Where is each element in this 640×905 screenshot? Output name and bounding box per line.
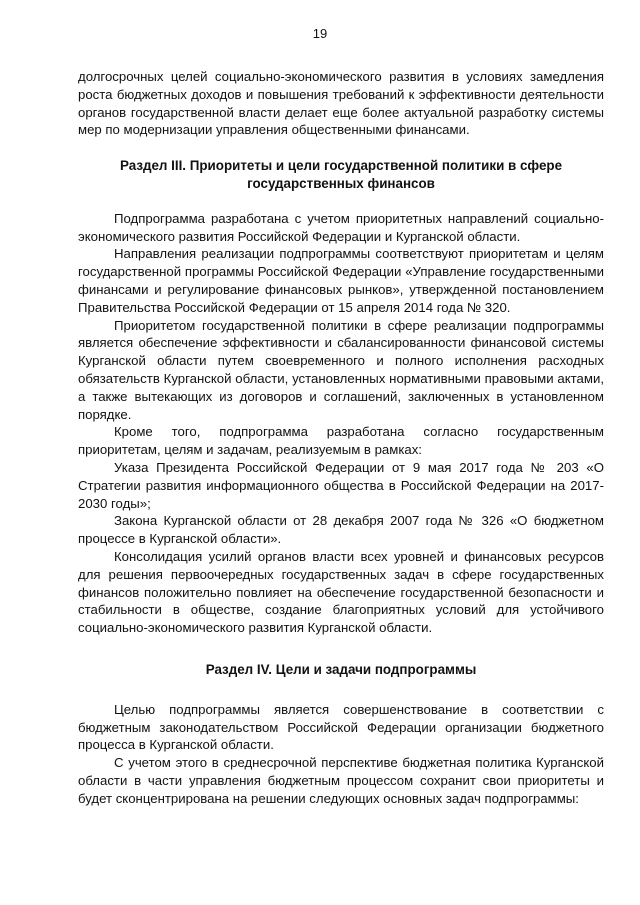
section-3-body <box>78 210 604 637</box>
section-4-title: Раздел IV. Цели и задачи подпрограммы <box>205 661 477 677</box>
section-3-paragraph: Приоритетом государственной политики в сфере реализации подпрограммы является обеспечение эффективности и сбалансированности финансовой системы Курганской области путем своевременного и полного исполнения расходных обязательств Курганской области, установленных нормативными правовыми актами, а также вытекающих из договоров и соглашений, заключенных в установленном порядке. <box>78 317 604 422</box>
section-3-paragraph: Кроме того, подпрограмма разработана согласно государственным приоритетам, целям и задачам, реализуемым в рамках: <box>78 424 604 458</box>
section-3-paragraph: Подпрограмма разработана с учетом приоритетных направлений социально-экономического развития Российской Федерации и Курганской области. <box>78 210 604 244</box>
page-content <box>78 68 604 807</box>
intro-paragraph: долгосрочных целей социально-экономического развития в условиях замедления роста бюджетных доходов и повышения требований к эффективности деятельности органов государственной власти делает еще более актуальной разработку системы мер по модернизации управления общественными финансами. <box>78 69 604 138</box>
section-4-body <box>78 701 604 808</box>
section-3-paragraph: Направления реализации подпрограммы соответствуют приоритетам и целям государственной программы Российской Федерации «Управление государственными финансами и регулирование финансовых рынков», утвержденной постановлением Правительства Российской Федерации от 15 апреля 2014 года № 320. <box>78 246 604 315</box>
section-4-paragraph: Целью подпрограммы является совершенствование в соответствии с бюджетным законодательством Российской Федерации организации бюджетного процесса в Курганской области. <box>78 701 604 753</box>
section-3-title: Раздел III. Приоритеты и цели государственной политики в сфере государственных финансов <box>119 158 563 191</box>
page-number: 19 <box>312 26 328 41</box>
section-3-paragraph: Указа Президента Российской Федерации от 9 мая 2017 года № 203 «О Стратегии развития информационного общества в Российской Федерации на 2017-2030 годы»; <box>78 459 604 511</box>
section-3-paragraph: Закона Курганской области от 28 декабря 2007 года № 326 «О бюджетном процессе в Курганской области». <box>78 513 604 547</box>
section-3-paragraph: Консолидация усилий органов власти всех уровней и финансовых ресурсов для решения первоочередных государственных задач в сфере государственных финансов положительно повлияет на обеспечение государственной безопасности и стабильности в обществе, создание благоприятных условий для устойчивого социально-экономического развития Курганской области. <box>78 548 604 636</box>
section-4-paragraph: С учетом этого в среднесрочной перспективе бюджетная политика Курганской области в части управления бюджетным процессом сохранит свои приоритеты и будет сконцентрирована на решении следующих основных задач подпрограммы: <box>78 755 604 806</box>
